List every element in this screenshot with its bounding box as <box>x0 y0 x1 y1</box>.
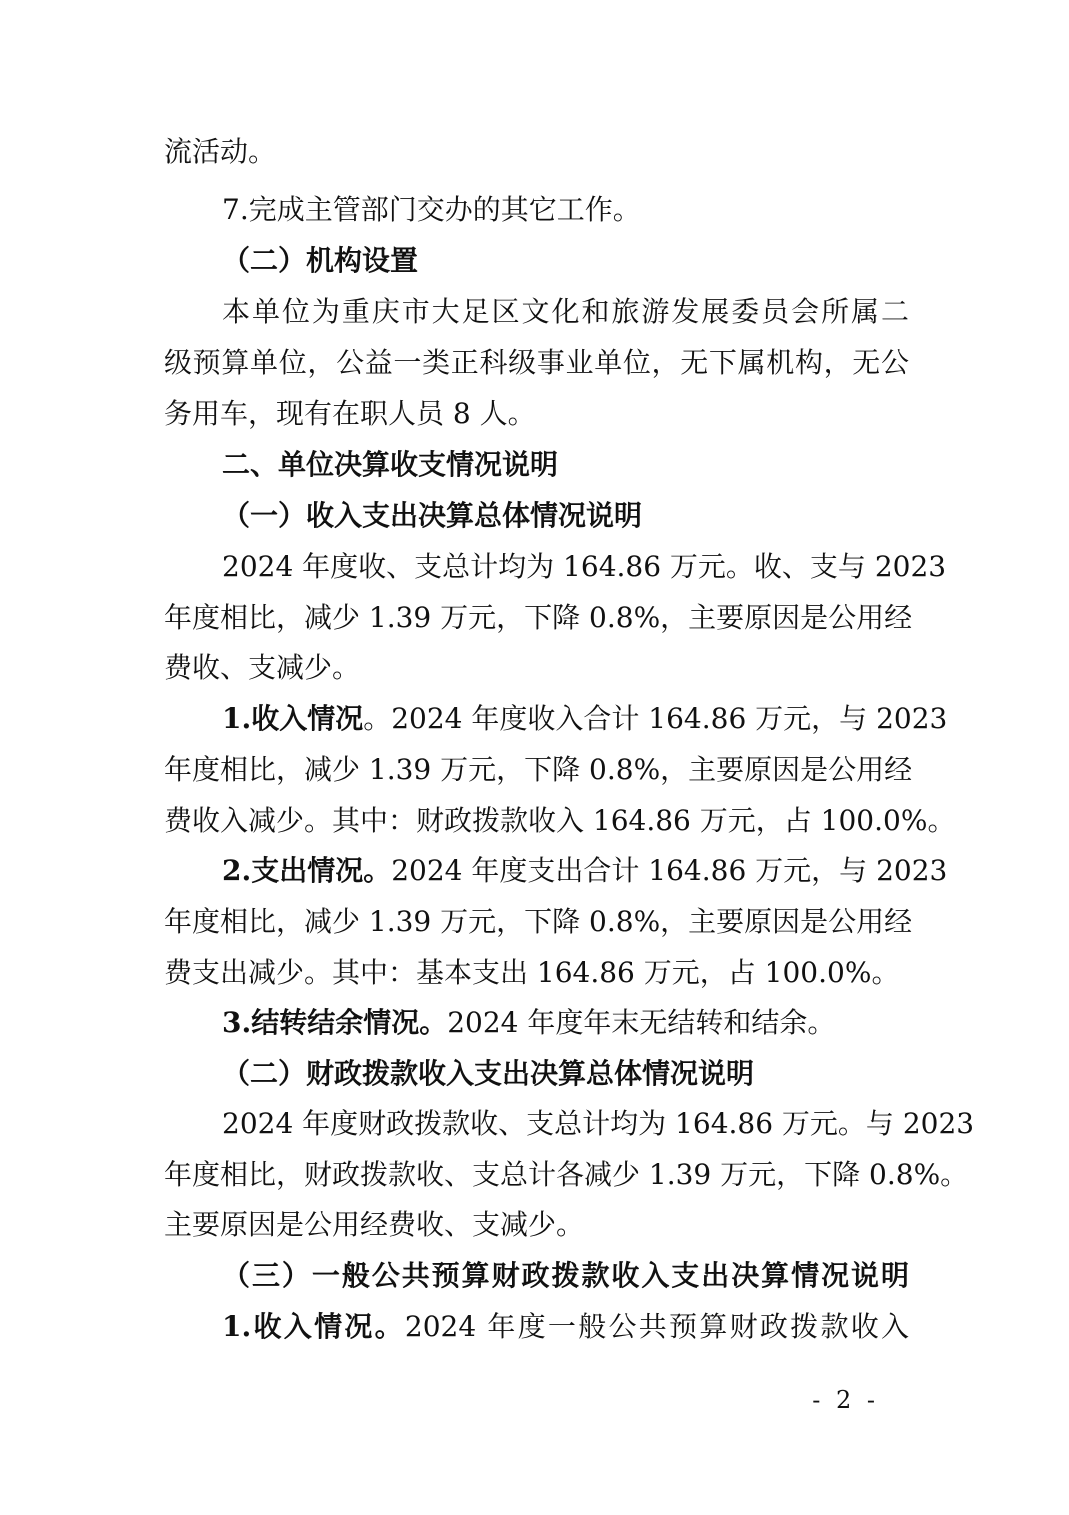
section-heading: （二）财政拨款收入支出决算总体情况说明 <box>222 1057 755 1090</box>
paragraph-line: 流活动。 <box>164 135 277 168</box>
paragraph-line: 级预算单位，公益一类正科级事业单位，无下属机构，无公 <box>164 346 909 379</box>
paragraph-line: 年度相比，财政拨款收、支总计各减少 1.39 万元，下降 0.8%。 <box>164 1158 969 1191</box>
paragraph-line: 2024 年度收、支总计均为 164.86 万元。收、支与 2023 <box>222 550 947 583</box>
page-number: - 2 - <box>812 1386 879 1414</box>
paragraph-line: 费支出减少。其中：基本支出 164.86 万元，占 100.0%。 <box>164 956 900 989</box>
paragraph-line: 年度相比，减少 1.39 万元，下降 0.8%，主要原因是公用经 <box>164 601 913 634</box>
section-heading: （三）一般公共预算财政拨款收入支出决算情况说明 <box>222 1259 909 1292</box>
subheading-label: 1.收入情况。 <box>222 1310 405 1343</box>
paragraph-line: 2.支出情况。2024 年度支出合计 164.86 万元，与 2023 <box>222 854 948 887</box>
section-heading: （一）收入支出决算总体情况说明 <box>222 499 643 532</box>
paragraph-line: 主要原因是公用经费收、支减少。 <box>164 1208 585 1241</box>
paragraph-line: 费收入减少。其中：财政拨款收入 164.86 万元，占 100.0%。 <box>164 804 956 837</box>
paragraph-line: 1.收入情况。2024 年度一般公共预算财政拨款收入 <box>222 1310 909 1343</box>
paragraph-line: 年度相比，减少 1.39 万元，下降 0.8%，主要原因是公用经 <box>164 905 913 938</box>
chapter-heading: 二、单位决算收支情况说明 <box>222 448 559 481</box>
subheading-label: 1.收入情况 <box>222 702 364 735</box>
paragraph-line: 费收、支减少。 <box>164 651 361 684</box>
paragraph-line: 1.收入情况。2024 年度收入合计 164.86 万元，与 2023 <box>222 702 948 735</box>
subheading-label: 2.支出情况。 <box>222 854 392 887</box>
paragraph-line: 7.完成主管部门交办的其它工作。 <box>222 193 641 226</box>
paragraph-line: 务用车，现有在职人员 8 人。 <box>164 397 536 430</box>
section-heading: （二）机构设置 <box>222 244 419 277</box>
paragraph-line: 本单位为重庆市大足区文化和旅游发展委员会所属二 <box>222 295 909 328</box>
subheading-label: 3.结转结余情况。 <box>222 1006 448 1039</box>
paragraph-line: 3.结转结余情况。2024 年度年末无结转和结余。 <box>222 1006 836 1039</box>
paragraph-line: 2024 年度财政拨款收、支总计均为 164.86 万元。与 2023 <box>222 1107 975 1140</box>
paragraph-line: 年度相比，减少 1.39 万元，下降 0.8%，主要原因是公用经 <box>164 753 913 786</box>
